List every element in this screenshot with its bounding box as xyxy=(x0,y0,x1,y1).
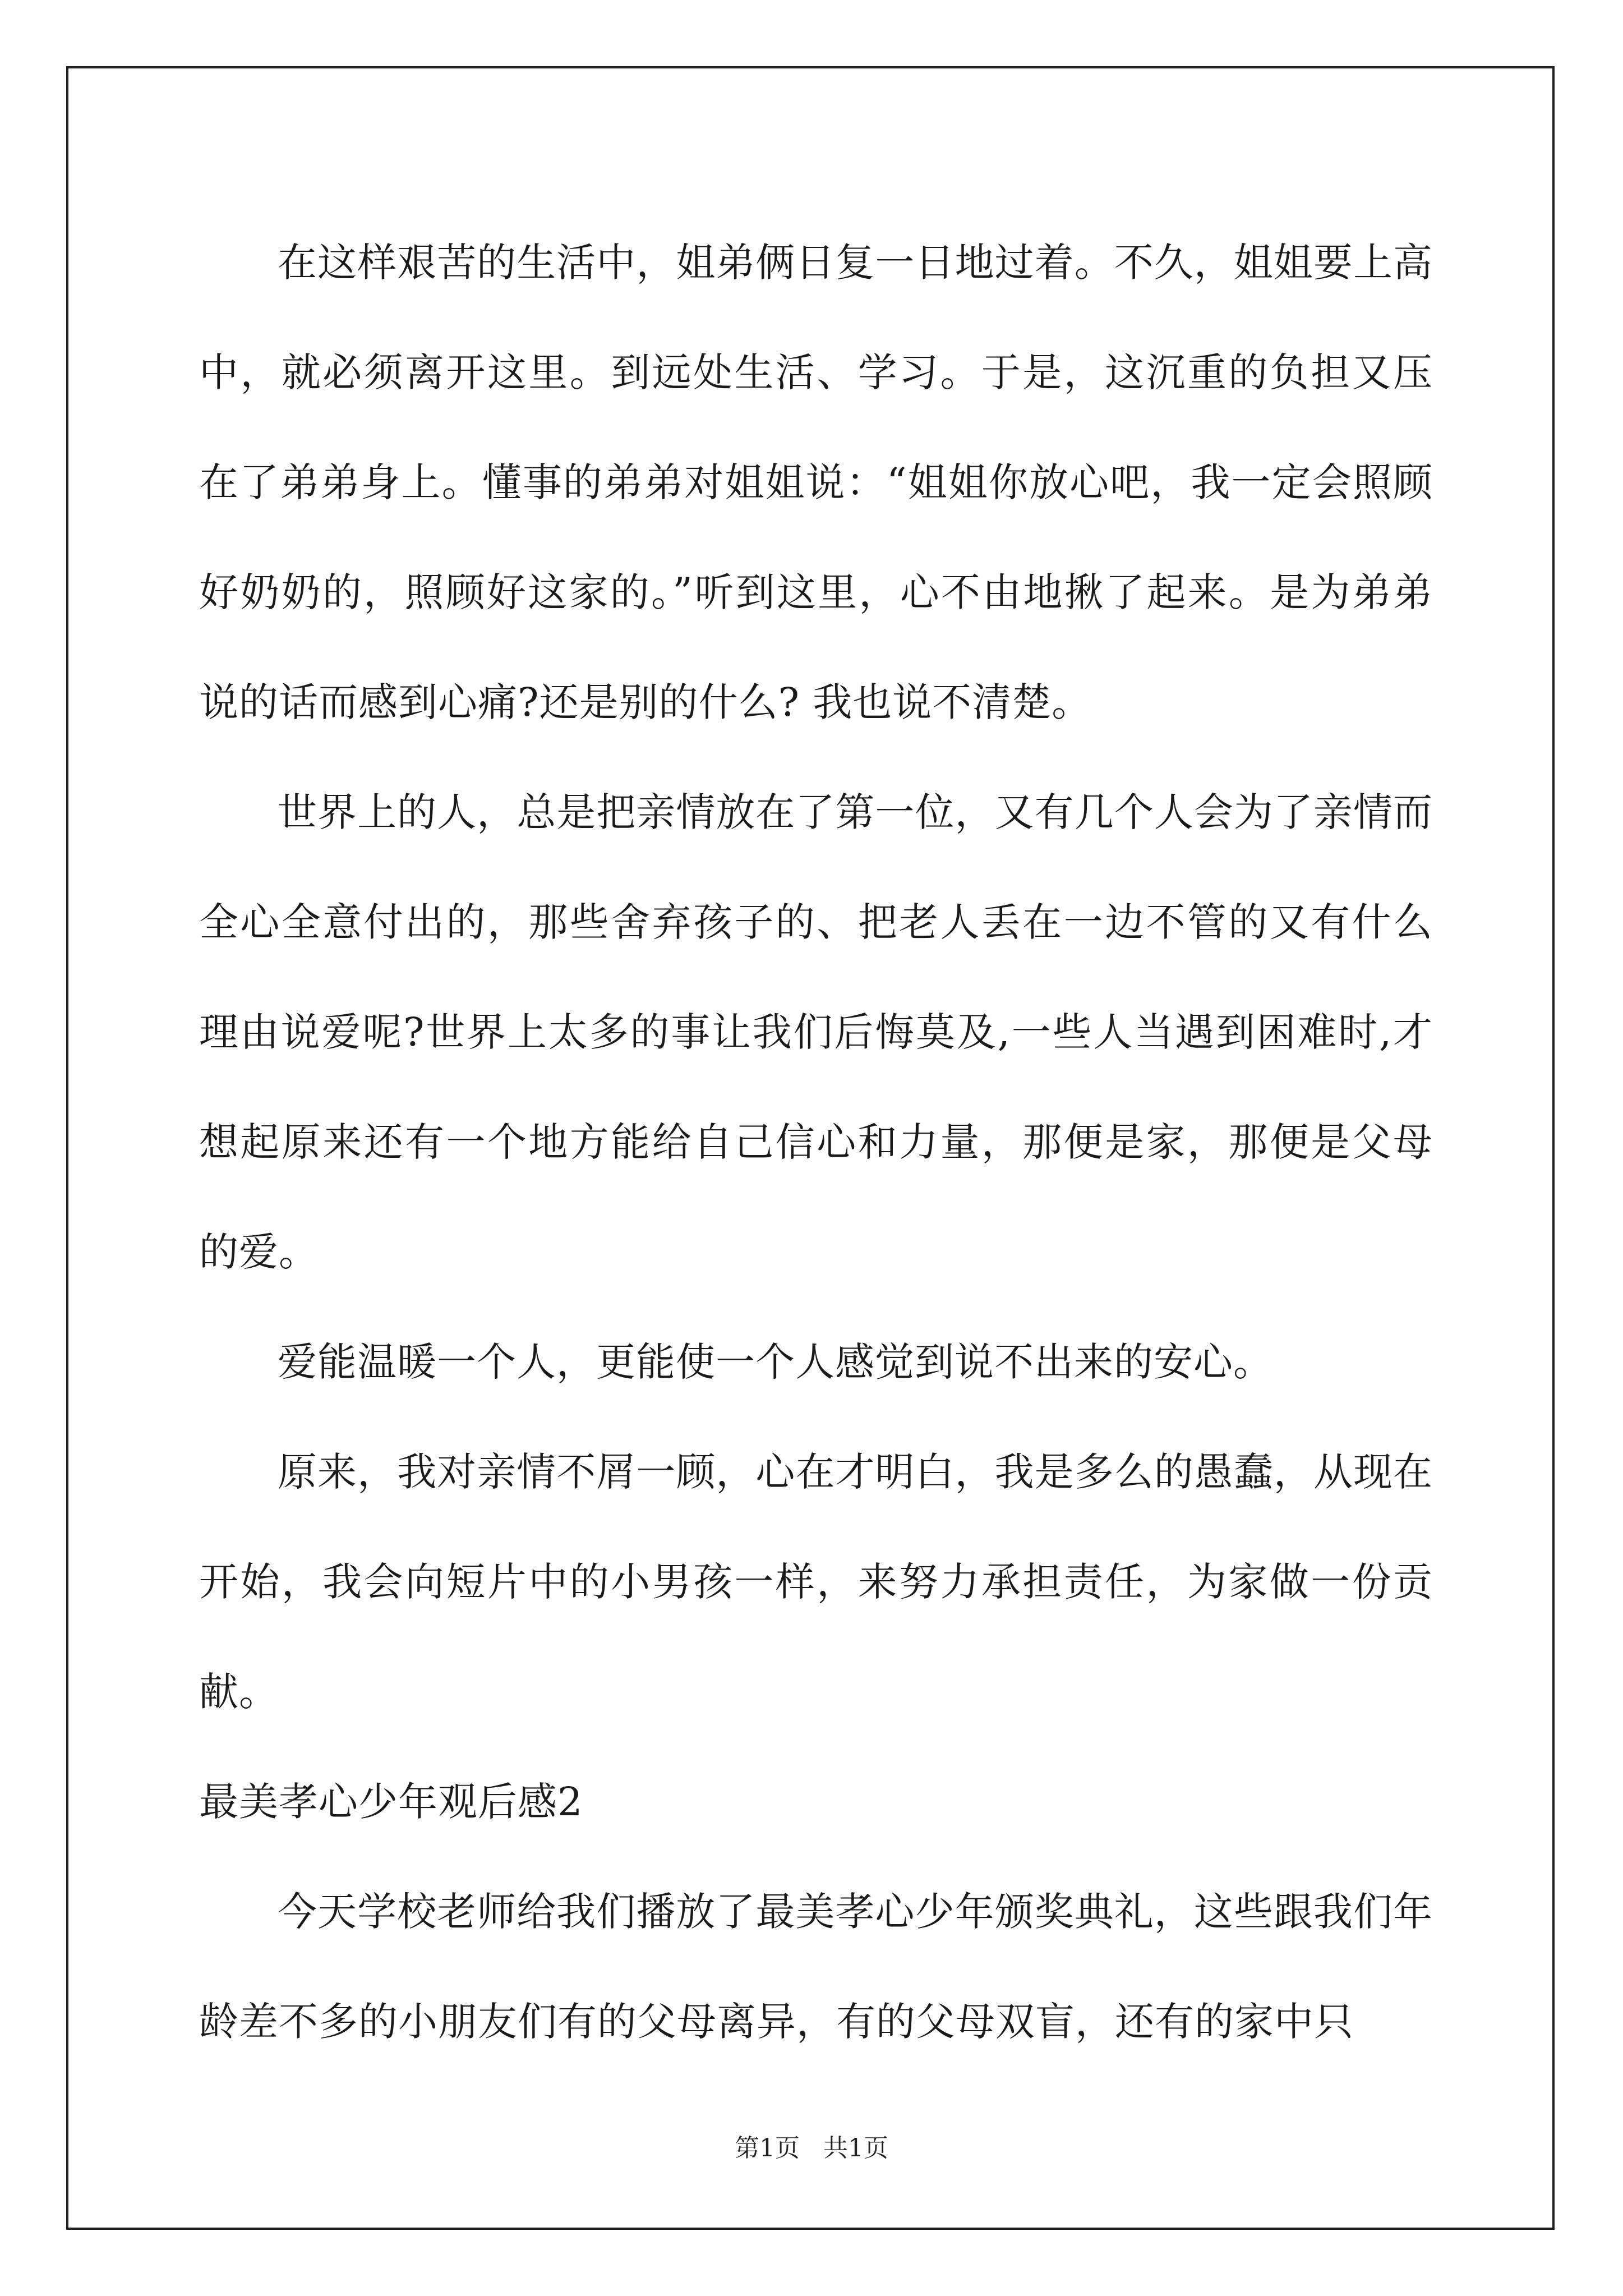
document-body xyxy=(199,208,1433,2077)
section-heading: 最美孝心少年观后感2 xyxy=(199,1779,583,1825)
footer-spacer xyxy=(800,2134,823,2162)
page-footer xyxy=(0,2132,1623,2165)
paragraph-1: 在这样艰苦的生活中，姐弟俩日复一日地过着。不久，姐姐要上高中，就必须离开这里。到远处生活、学习。于是，这沉重的负担又压在了弟弟身上。懂事的弟弟对姐姐说：“姐姐你放心吧，我一定会照顾好奶奶的，照顾好这家的。”听到这里，心不由地揪了起来。是为弟弟说的话而感到心痛?还是别的什么? 我也说不清楚。 xyxy=(199,240,1433,725)
page-number: 第1页 xyxy=(735,2134,800,2162)
paragraph-4: 原来，我对亲情不屑一顾，心在才明白，我是多么的愚蠢，从现在开始，我会向短片中的小男孩一样，来努力承担责任，为家做一份贡献。 xyxy=(199,1449,1433,1715)
paragraph-5: 今天学校老师给我们播放了最美孝心少年颁奖典礼，这些跟我们年龄差不多的小朋友们有的父母离异，有的父母双盲，还有的家中只 xyxy=(199,1889,1433,2045)
paragraph-2: 世界上的人，总是把亲情放在了第一位，又有几个人会为了亲情而全心全意付出的，那些舍弃孩子的、把老人丢在一边不管的又有什么理由说爱呢?世界上太多的事让我们后悔莫及,一些人当遇到困难时,才想起原来还有一个地方能给自己信心和力量，那便是家，那便是父母的爱。 xyxy=(199,789,1433,1275)
paragraph-3: 爱能温暖一个人，更能使一个人感觉到说不出来的安心。 xyxy=(278,1339,1273,1385)
page-total: 共1页 xyxy=(823,2134,888,2162)
